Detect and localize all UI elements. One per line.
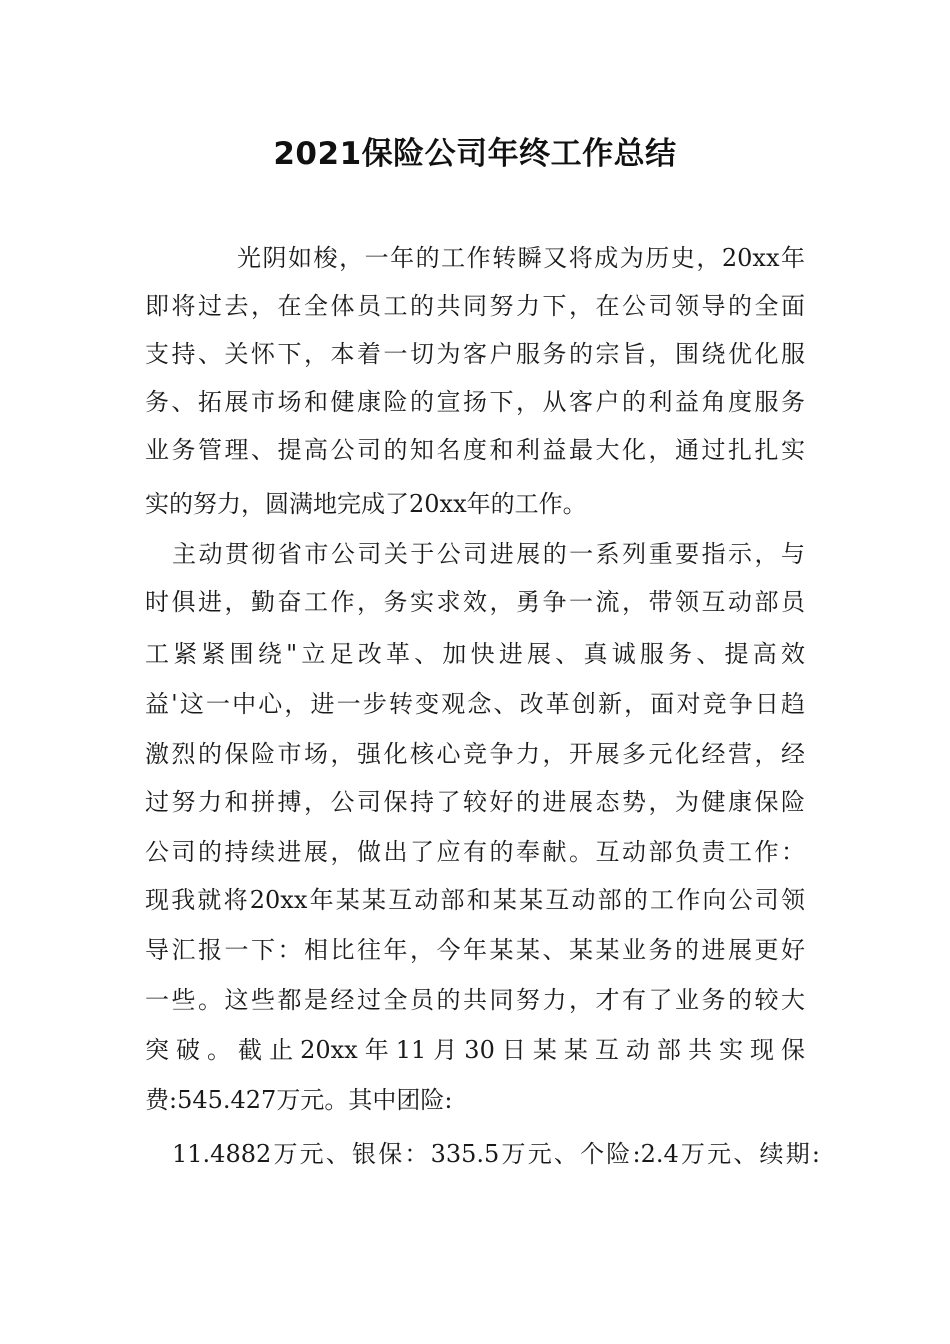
document-title: 2021保险公司年终工作总结 — [273, 136, 677, 172]
paragraph-line: 突破。截止20xx年11月30日某某互动部共实现保 — [145, 1036, 805, 1064]
paragraph-line: 费:545.427万元。其中团险: — [145, 1086, 453, 1114]
paragraph-line: 业务管理、提高公司的知名度和利益最大化，通过扎扎实 — [145, 436, 805, 464]
paragraph-line: 支持、关怀下，本着一切为客户服务的宗旨，围绕优化服 — [145, 340, 805, 368]
paragraph-line: 激烈的保险市场，强化核心竞争力，开展多元化经营，经 — [145, 740, 805, 768]
paragraph-line: 时俱进，勤奋工作，务实求效，勇争一流，带领互动部员 — [145, 588, 805, 616]
paragraph-line: 益'这一中心，进一步转变观念、改革创新，面对竞争日趋 — [145, 690, 805, 718]
paragraph-line: 一些。这些都是经过全员的共同努力，才有了业务的较大 — [145, 986, 805, 1014]
paragraph-line: 过努力和拼搏，公司保持了较好的进展态势，为健康保险 — [145, 788, 805, 816]
paragraph-line: 导汇报一下：相比往年，今年某某、某某业务的进展更好 — [145, 936, 805, 964]
paragraph-line: 公司的持续进展，做出了应有的奉献。互动部负责工作： — [145, 838, 805, 866]
paragraph-line: 11.4882万元、银保：335.5万元、个险:2.4万元、续期: — [172, 1140, 820, 1168]
paragraph-line: 现我就将20xx年某某互动部和某某互动部的工作向公司领 — [145, 886, 805, 914]
paragraph-line: 务、拓展市场和健康险的宣扬下，从客户的利益角度服务 — [145, 388, 805, 416]
paragraph-line: 工紧紧围绕"立足改革、加快进展、真诚服务、提高效 — [145, 640, 805, 668]
paragraph-line: 实的努力，圆满地完成了20xx年的工作。 — [145, 490, 587, 518]
paragraph-line: 光阴如梭，一年的工作转瞬又将成为历史，20xx年 — [237, 244, 805, 272]
paragraph-line: 主动贯彻省市公司关于公司进展的一系列重要指示，与 — [172, 540, 805, 568]
paragraph-line: 即将过去，在全体员工的共同努力下，在公司领导的全面 — [145, 292, 805, 320]
